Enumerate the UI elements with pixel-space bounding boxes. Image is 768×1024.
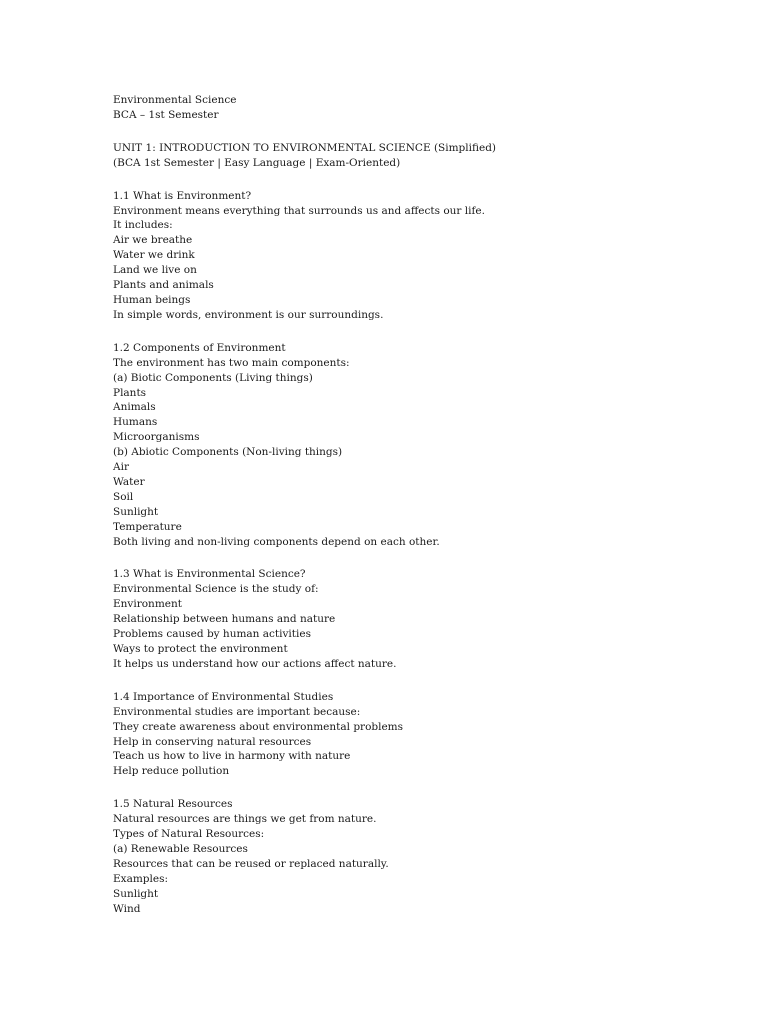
list-item: Plants: [113, 386, 147, 399]
list-item: Teach us how to live in harmony with nature: [113, 750, 351, 763]
section-1-2: [113, 341, 733, 550]
unit-title: UNIT 1: INTRODUCTION TO ENVIRONMENTAL SCIENCE (Simplified): [113, 141, 497, 154]
list-item: Ways to protect the environment: [113, 643, 288, 655]
list-item: Soil: [113, 490, 134, 503]
section-heading: 1.1 What is Environment?: [113, 189, 252, 202]
text-line: The environment has two main components:: [113, 356, 350, 369]
section-heading: 1.2 Components of Environment: [113, 341, 286, 354]
unit-subtitle: (BCA 1st Semester | Easy Language | Exam-Oriented): [113, 156, 401, 169]
text-line: Natural resources are things we get from nature.: [113, 813, 377, 826]
list-item: Water we drink: [113, 249, 195, 262]
list-item: Relationship between humans and nature: [113, 613, 336, 626]
list-item: Human beings: [113, 293, 191, 306]
section-1-1: [113, 189, 733, 323]
list-item: Sunlight: [113, 505, 159, 518]
section-1-3: [113, 567, 733, 671]
list-item: Microorganisms: [113, 431, 200, 444]
section-heading: 1.5 Natural Resources: [113, 798, 233, 811]
list-item: Temperature: [113, 520, 182, 533]
text-line: It helps us understand how our actions affect nature.: [113, 657, 397, 670]
list-item: Air: [113, 461, 129, 474]
list-item: Air we breathe: [113, 234, 193, 247]
list-item: Animals: [113, 401, 156, 414]
list-item: Land we live on: [113, 264, 197, 277]
section-heading: 1.3 What is Environmental Science?: [113, 568, 306, 581]
list-item: Plants and animals: [113, 279, 214, 292]
list-item: Environment: [113, 598, 182, 611]
subheading: (a) Biotic Components (Living things): [113, 371, 313, 384]
document-header: [113, 93, 733, 123]
unit-heading: [113, 141, 733, 171]
list-item: Help reduce pollution: [113, 765, 230, 778]
list-item: Wind: [113, 902, 141, 915]
text-line: Environmental studies are important because:: [113, 705, 361, 718]
section-heading: 1.4 Importance of Environmental Studies: [113, 690, 334, 703]
list-item: Help in conserving natural resources: [113, 735, 312, 748]
section-1-4: [113, 690, 733, 779]
list-item: Problems caused by human activities: [113, 628, 311, 641]
text-line: Both living and non-living components depend on each other.: [113, 535, 440, 548]
subheading: (a) Renewable Resources: [113, 842, 248, 855]
document-subject: Environmental Science: [113, 94, 237, 106]
list-item: They create awareness about environmental problems: [113, 720, 404, 733]
text-line: Examples:: [113, 872, 169, 885]
document-page: [113, 93, 733, 935]
document-semester: BCA – 1st Semester: [113, 108, 219, 121]
text-line: Resources that can be reused or replaced naturally.: [113, 857, 389, 870]
text-line: It includes:: [113, 219, 173, 232]
list-item: Humans: [113, 416, 158, 429]
section-1-5: [113, 797, 733, 916]
list-item: Sunlight: [113, 887, 159, 900]
text-line: In simple words, environment is our surroundings.: [113, 308, 384, 321]
text-line: Environment means everything that surrounds us and affects our life.: [113, 204, 485, 217]
list-item: Water: [113, 475, 145, 488]
text-line: Environmental Science is the study of:: [113, 583, 319, 596]
text-line: Types of Natural Resources:: [113, 828, 265, 841]
subheading: (b) Abiotic Components (Non-living things): [113, 446, 343, 459]
